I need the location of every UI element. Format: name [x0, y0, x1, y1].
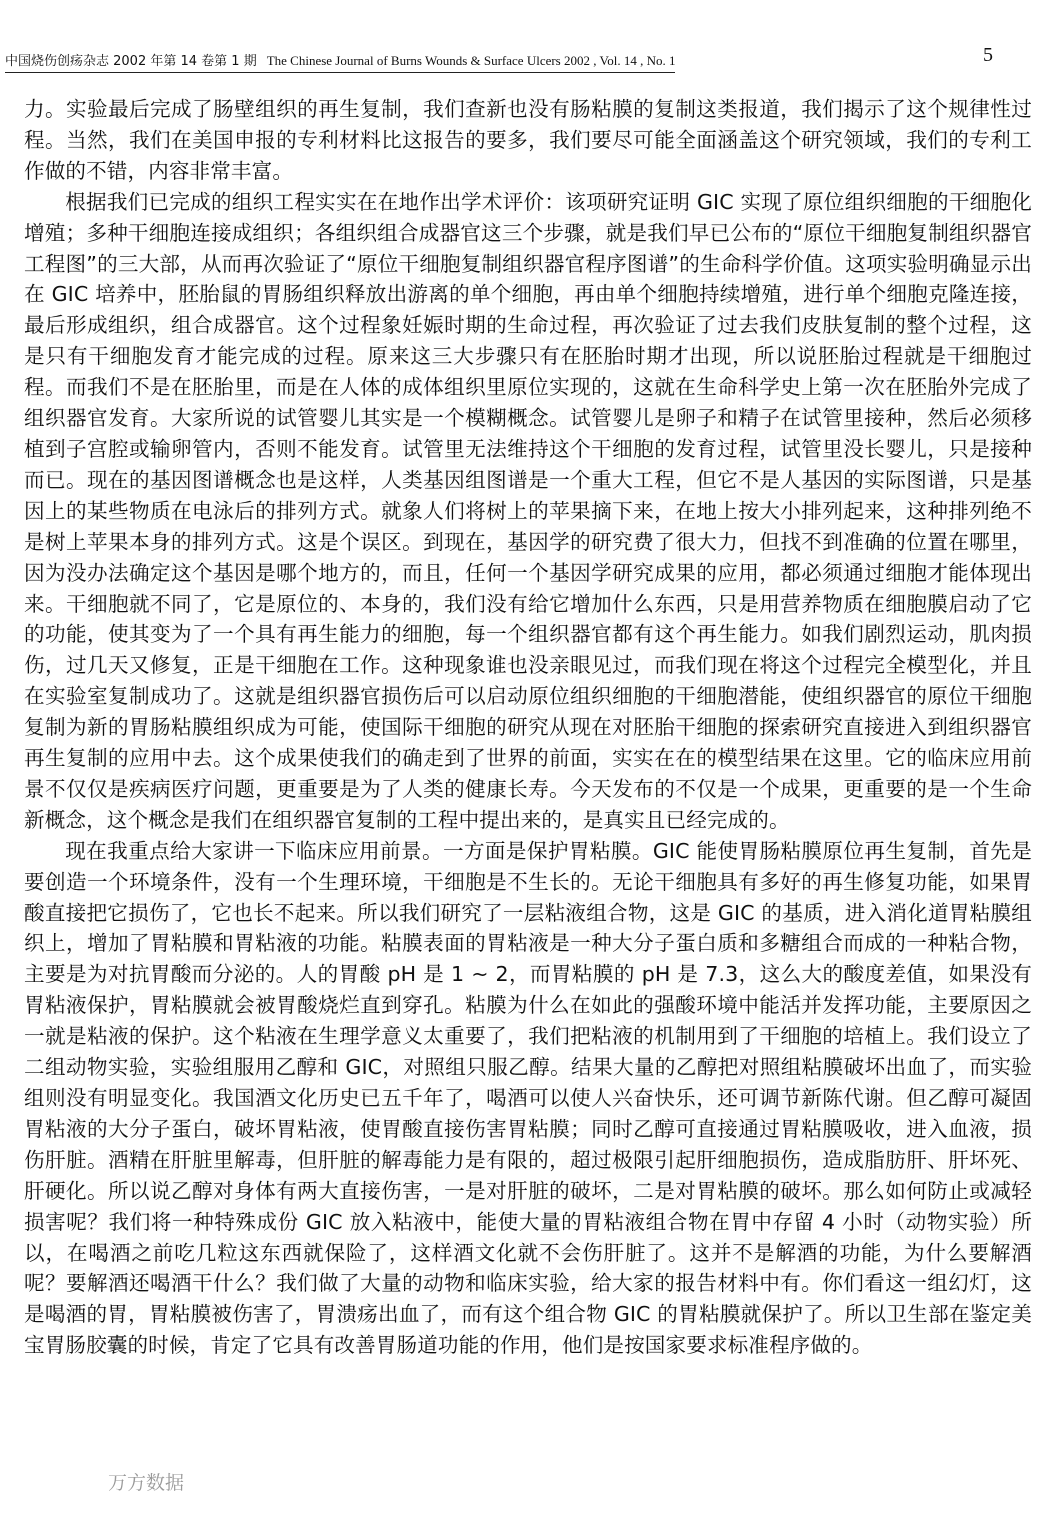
journal-citation [5, 50, 675, 73]
running-header [0, 46, 1056, 74]
paragraph-2: 根据我们已完成的组织工程实实在在地作出学术评价：该项研究证明 GIC 实现了原位组织细胞的干细胞化增殖；多种干细胞连接成组织；各组织组合成器官这三个步骤，就是我们早已公布的“原位干细胞复制组织器官工程图”的三大部，从而再次验证了“原位干细胞复制组织器官程序图谱”的生命科学价值。这项实验明确显示出在 GIC 培养中，胚胎鼠的胃肠组织释放出游离的单个细胞，再由单个细胞持续增殖，进行单个细胞克隆连接，最后形成组织，组合成器官。这个过程象妊娠时期的生命过程，再次验证了过去我们皮肤复制的整个过程，这是只有干细胞发育才能完成的过程。原来这三大步骤只有在胚胎时期才出现，所以说胚胎过程就是干细胞过程。而我们不是在胚胎里，而是在人体的成体组织里原位实现的，这就在生命科学史上第一次在胚胎外完成了组织器官发育。大家所说的试管婴儿其实是一个模糊概念。试管婴儿是卵子和精子在试管里接种，然后必须移植到子宫腔或输卵管内，否则不能发育。试管里无法维持这个干细胞的发育过程，试管里没长婴儿，只是接种而已。现在的基因图谱概念也是这样，人类基因组图谱是一个重大工程，但它不是人基因的实际图谱，只是基因上的某些物质在电泳后的排列方式。就象人们将树上的苹果摘下来，在地上按大小排列起来，这种排列绝不是树上苹果本身的排列方式。这是个误区。到现在，基因学的研究费了很大力，但找不到准确的位置在哪里，因为没办法确定这个基因是哪个地方的，而且，任何一个基因学研究成果的应用，都必须通过细胞才能体现出来。干细胞就不同了，它是原位的、本身的，我们没有给它增加什么东西，只是用营养物质在细胞膜启动了它的功能，使其变为了一个具有再生能力的细胞，每一个组织器官都有这个再生能力。如我们剧烈运动，肌肉损伤，过几天又修复，正是干细胞在工作。这种现象谁也没亲眼见过，而我们现在将这个过程完全模型化，并且在实验室复制成功了。这就是组织器官损伤后可以启动原位组织细胞的干细胞潜能，使组织器官的原位干细胞复制为新的胃肠粘膜组织成为可能，使国际干细胞的研究从现在对胚胎干细胞的探索研究直接进入到组织器官再生复制的应用中去。这个成果使我们的确走到了世界的前面，实实在在的模型结果在这里。它的临床应用前景不仅仅是疾病医疗问题，更重要是为了人类的健康长寿。今天发布的不仅是一个成果，更重要的是一个生命新概念，这个概念是我们在组织器官复制的工程中提出来的，是真实且已经完成的。 [24, 189, 1032, 832]
article-body [24, 94, 1032, 1361]
paragraph-3: 现在我重点给大家讲一下临床应用前景。一方面是保护胃粘膜。GIC 能使胃肠粘膜原位再生复制，首先是要创造一个环境条件，没有一个生理环境，干细胞是不生长的。无论干细胞具有多好的再生修复功能，如果胃酸直接把它损伤了，它也长不起来。所以我们研究了一层粘液组合物，这是 GIC 的基质，进入消化道胃粘膜组织上，增加了胃粘膜和胃粘液的功能。粘膜表面的胃粘液是一种大分子蛋白质和多糖组合而成的一种粘合物，主要是为对抗胃酸而分泌的。人的胃酸 pH 是 1 ~ 2，而胃粘膜的 pH 是 7.3，这么大的酸度差值，如果没有胃粘液保护，胃粘膜就会被胃酸烧烂直到穿孔。粘膜为什么在如此的强酸环境中能活并发挥功能，主要原因之一就是粘液的保护。这个粘液在生理学意义太重要了，我们把粘液的机制用到了干细胞的培植上。我们设立了二组动物实验，实验组服用乙醇和 GIC，对照组只服乙醇。结果大量的乙醇把对照组粘膜破坏出血了，而实验组则没有明显变化。我国酒文化历史已五千年了，喝酒可以使人兴奋快乐，还可调节新陈代谢。但乙醇可凝固胃粘液的大分子蛋白，破坏胃粘液，使胃酸直接伤害胃粘膜；同时乙醇可直接通过胃粘膜吸收，进入血液，损伤肝脏。酒精在肝脏里解毒，但肝脏的解毒能力是有限的，超过极限引起肝细胞损伤，造成脂肪肝、肝坏死、肝硬化。所以说乙醇对身体有两大直接伤害，一是对肝脏的破坏，二是对胃粘膜的破坏。那么如何防止或减轻损害呢？我们将一种特殊成份 GIC 放入粘液中，能使大量的胃粘液组合物在胃中存留 4 小时（动物实验）所以，在喝酒之前吃几粒这东西就保险了，这样酒文化就不会伤肝脏了。这并不是解酒的功能，为什么要解酒呢？要解酒还喝酒干什么？我们做了大量的动物和临床实验，给大家的报告材料中有。你们看这一组幻灯，这是喝酒的胃，胃粘膜被伤害了，胃溃疡出血了，而有这个组合物 GIC 的胃粘膜就保护了。所以卫生部在鉴定美宝胃肠胶囊的时候，肯定了它具有改善胃肠道功能的作用，他们是按国家要求标准程序做的。 [24, 838, 1032, 1358]
watermark: 万方数据 [108, 1472, 185, 1494]
paragraph-1: 力。实验最后完成了肠壁组织的再生复制，我们查新也没有肠粘膜的复制这类报道，我们揭示了这个规律性过程。当然，我们在美国申报的专利材料比这报告的要多，我们要尽可能全面涵盖这个研究领域，我们的专利工作做的不错，内容非常丰富。 [24, 97, 1032, 183]
journal-title-english: The Chinese Journal of Burns Wounds & Surface Ulcers 2002 , Vol. 14 , No. 1 [266, 53, 676, 68]
journal-title-chinese: 中国烧伤创疡杂志 2002 年第 14 卷第 1 期 [5, 54, 257, 69]
page-number: 5 [983, 44, 993, 66]
